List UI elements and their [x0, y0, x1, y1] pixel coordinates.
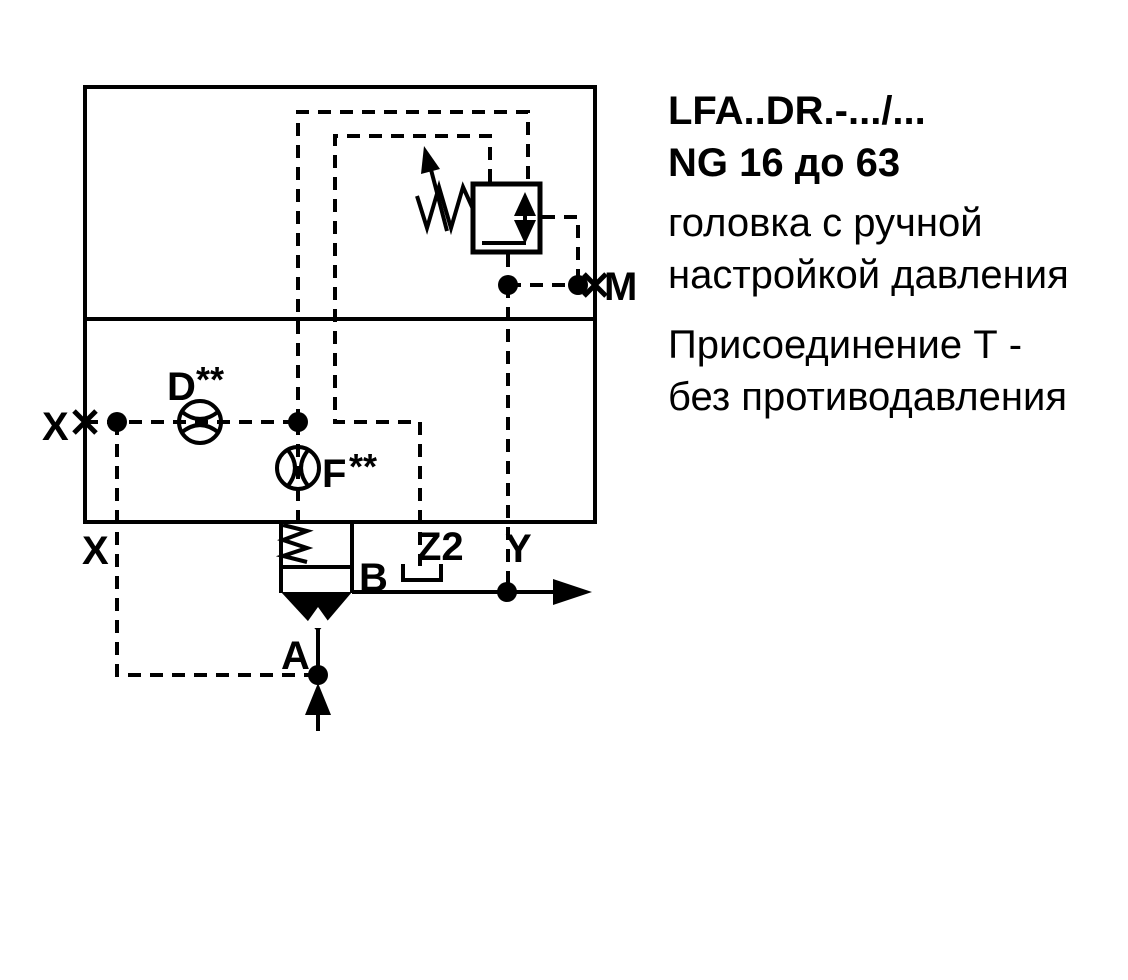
- pilot-relief-valve: [417, 146, 540, 252]
- port-label-b: B: [359, 556, 388, 600]
- junction-dots: [107, 275, 588, 685]
- note-line-1: Присоединение Т -: [668, 323, 1023, 367]
- outlet-line-b: [352, 579, 592, 605]
- port-label-z2: Z2: [417, 525, 464, 569]
- size-range-title: NG 16 до 63: [668, 141, 901, 185]
- pilot-line-node-to-relief: [298, 112, 528, 422]
- orifice-d-stars: **: [196, 359, 225, 400]
- orifice-d-label: D: [167, 365, 196, 409]
- port-label-m: M: [604, 265, 638, 309]
- description-line-2: настройкой давления: [668, 253, 1069, 297]
- orifice-f-stars: **: [349, 446, 378, 487]
- flow-arrow-b-icon: [553, 579, 592, 605]
- port-label-x-lower: X: [82, 529, 109, 573]
- note-line-2: без противодавления: [668, 375, 1067, 419]
- orifice-f-label: F: [322, 452, 347, 496]
- pilot-line-relief-to-z2: [335, 136, 490, 566]
- relief-valve-flow-arrow-icon: [514, 192, 536, 244]
- model-code-title: LFA..DR.-.../...: [668, 89, 926, 133]
- port-label-x-upper: X: [42, 405, 69, 449]
- port-label-y: Y: [505, 527, 532, 571]
- port-cross-markers: [74, 274, 606, 433]
- orifice-labels: [167, 359, 377, 496]
- description-block: [668, 89, 1069, 419]
- description-line-1: головка с ручной: [668, 201, 983, 245]
- pilot-line-relief-side-loop: [542, 217, 578, 285]
- poppet-spring-icon: [283, 525, 307, 562]
- port-label-a: A: [281, 634, 310, 678]
- inlet-arrow-a-icon: [305, 683, 331, 731]
